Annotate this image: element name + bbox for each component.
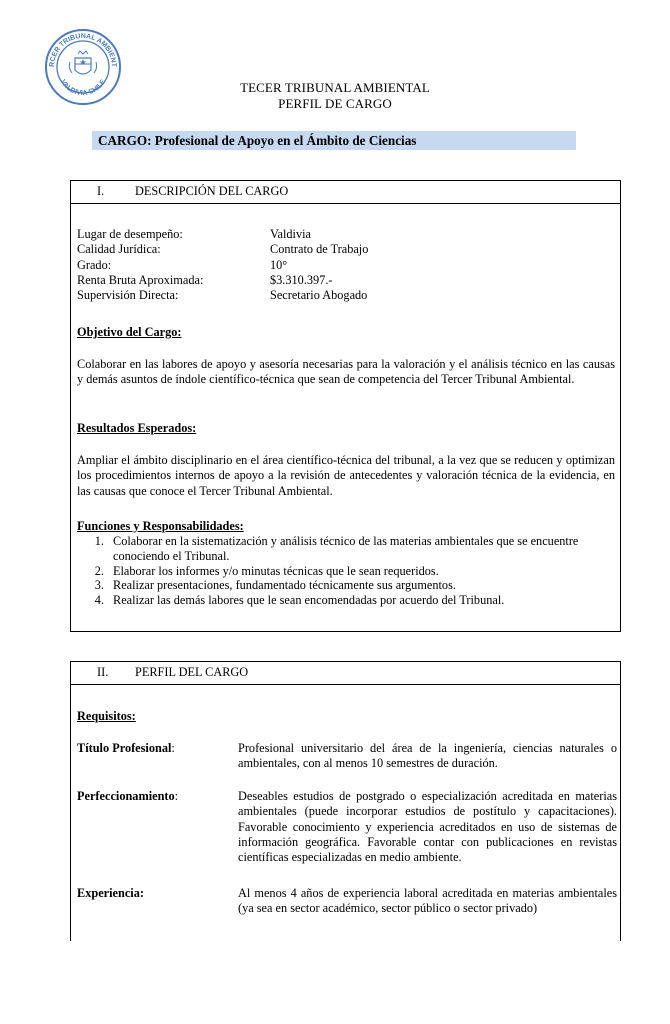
section-header: [71, 181, 620, 204]
requisito-key-colon: :: [174, 789, 179, 803]
requisito-perfeccionamiento: [77, 789, 617, 865]
requisito-titulo: [77, 741, 617, 772]
section-title: PERFIL DEL CARGO: [135, 665, 249, 679]
resultados-heading: Resultados Esperados:: [77, 421, 197, 435]
detail-key: Supervisión Directa:: [77, 288, 179, 303]
requisito-key-bold: Perfeccionamiento: [77, 789, 175, 803]
list-item: [77, 578, 607, 593]
section-title: DESCRIPCIÓN DEL CARGO: [135, 184, 289, 198]
requisito-value: Profesional universitario del área de la ingeniería, ciencias naturales o ambientales, con al menos 10 semestres de duración.: [238, 741, 617, 771]
section-perfil: [70, 661, 621, 941]
detail-value: Secretario Abogado: [270, 288, 368, 303]
list-number: 3.: [94, 578, 104, 593]
section-header: [71, 662, 620, 685]
requisito-key-bold: Título Profesional: [77, 741, 172, 755]
requisito-key: [77, 789, 238, 865]
requisito-key-colon: :: [171, 741, 175, 755]
svg-text:TERCER TRIBUNAL AMBIENTAL: RCER TRIBUNAL AMBIENT: [48, 32, 118, 68]
detail-row: [77, 242, 368, 257]
detail-key: Grado:: [77, 257, 112, 272]
requisito-key: Experiencia:: [77, 886, 144, 900]
svg-text:VALDIVIA CHILE: VALDIVIA CHILE: [58, 78, 108, 98]
detail-value: $3.310.397.-: [270, 272, 333, 287]
detail-value: 10°: [270, 257, 288, 272]
job-details: [77, 227, 368, 303]
funciones-heading: Funciones y Responsabilidades:: [77, 519, 244, 533]
resultados-text: Ampliar el ámbito disciplinario en el área científico-técnica del tribunal, a la vez que se reducen y optimizan los procedimientos internos de apoyo a la revisión de antecedentes y valoración técnica de la evidencia, en las causas que conoce el Tercer Tribunal Ambiental.: [77, 453, 615, 498]
section-number: II.: [97, 665, 109, 679]
detail-key: Renta Bruta Aproximada:: [77, 272, 204, 287]
detail-value: Valdivia: [270, 227, 311, 241]
list-number: 4.: [94, 593, 104, 608]
list-text: Realizar presentaciones, fundamentado técnicamente sus argumentos.: [113, 578, 456, 593]
list-text: Elaborar los informes y/o minutas técnicas que le sean requeridos.: [113, 563, 439, 578]
objetivo-text: Colaborar en las labores de apoyo y asesoría necesarias para la valoración y el análisis técnico en las causas y demás asuntos de índole científico-técnica que sean de competencia del Tercer Tribunal Ambiental.: [77, 357, 615, 387]
requisito-key: [77, 741, 238, 772]
header-institution: TECER TRIBUNAL AMBIENTAL: [240, 80, 430, 95]
detail-key: Lugar de desempeño:: [77, 227, 183, 241]
list-number: 2.: [94, 563, 104, 578]
requisitos-heading: Requisitos:: [77, 709, 136, 723]
list-number: 1.: [94, 534, 104, 548]
list-item: [77, 593, 607, 608]
section-number: I.: [97, 184, 105, 198]
detail-value: Contrato de Trabajo: [270, 242, 369, 257]
list-item: [77, 534, 607, 564]
document-header: [0, 80, 670, 112]
requisito-value: Deseables estudios de postgrado o especialización acreditada en materias ambientales (puede incorporar estudios de postítulo y capacitaciones). Favorable conocimiento y experiencia acreditados en uso de sistemas de información geográfica. Favorable contar con publicaciones en revistas científicas especializadas en medio ambiente.: [238, 789, 617, 865]
list-item: [77, 564, 607, 579]
detail-row: [77, 258, 368, 273]
detail-row: [77, 227, 368, 242]
detail-row: [77, 273, 368, 288]
funciones-list: [77, 534, 607, 608]
list-text: Colaborar en la sistematización y análisis técnico de las materias ambientales que se encuentre conociendo el Tribunal.: [113, 534, 579, 563]
detail-key: Calidad Jurídica:: [77, 242, 161, 257]
requisito-experiencia: [77, 886, 617, 917]
section-descripcion: [70, 180, 621, 632]
objetivo-heading: Objetivo del Cargo:: [77, 325, 182, 339]
cargo-title-bar: CARGO: Profesional de Apoyo en el Ámbito de Ciencias: [92, 131, 576, 150]
requisito-value: Al menos 4 años de experiencia laboral acreditada en materias ambientales (ya sea en sector académico, sector público o sector privado): [238, 886, 617, 916]
list-text: Realizar las demás labores que le sean encomendadas por acuerdo del Tribunal.: [113, 593, 505, 608]
header-doc-type: PERFIL DE CARGO: [278, 96, 392, 111]
detail-row: [77, 288, 368, 303]
